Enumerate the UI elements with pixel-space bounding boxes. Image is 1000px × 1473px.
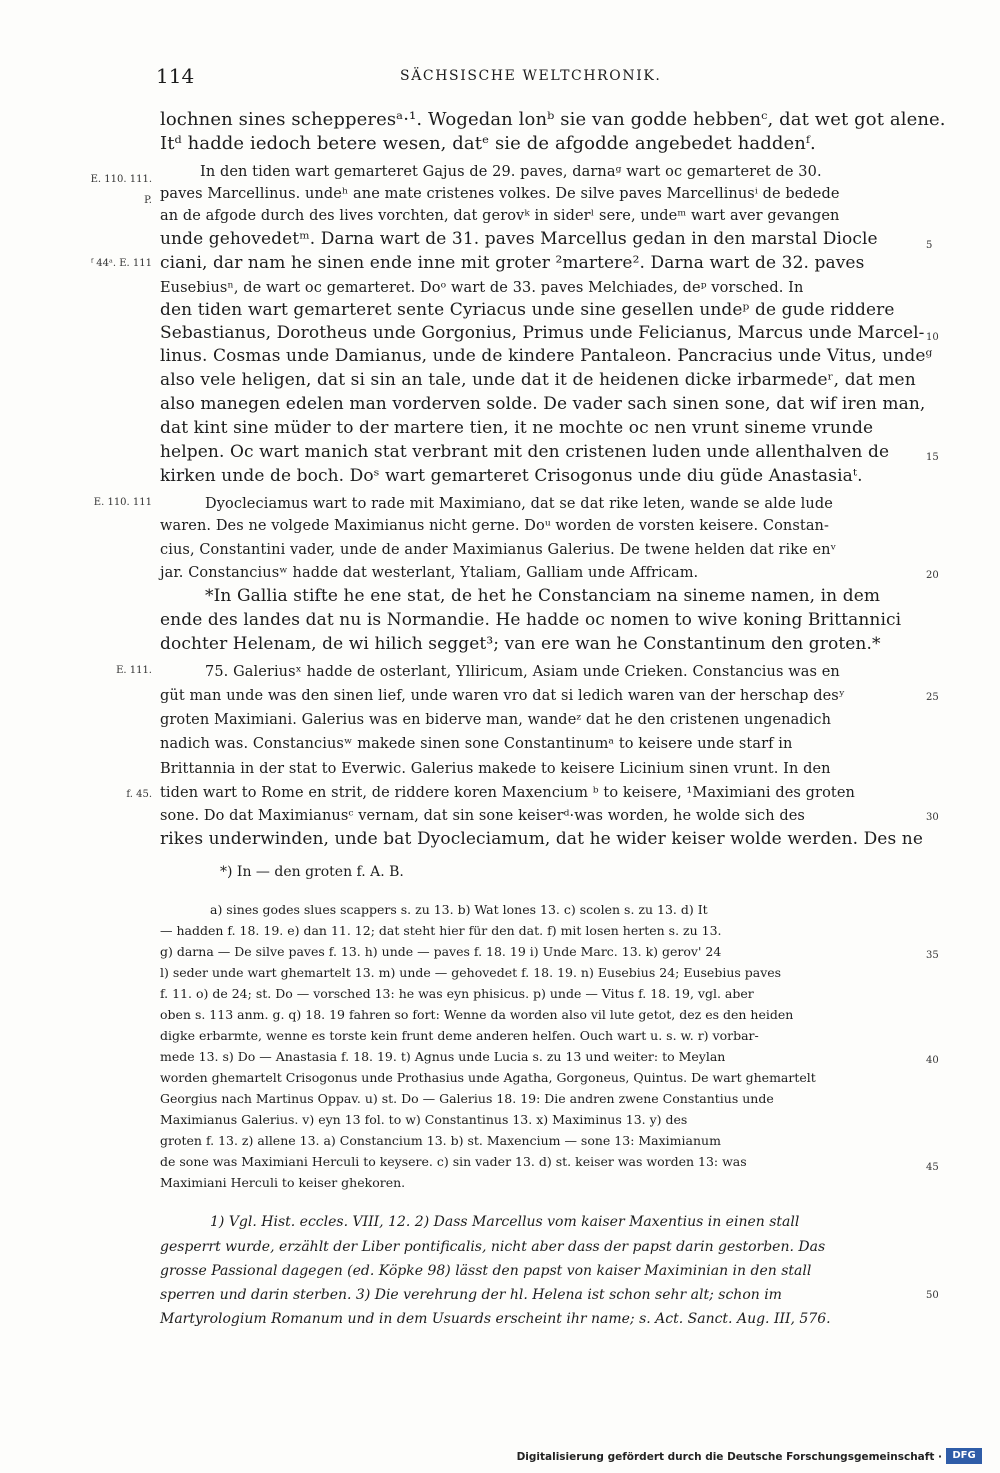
note-line: a) sines godes slues scappers s. zu 13. b) Wat lones 13. c) scolen s. zu 13. d) It <box>210 902 708 917</box>
dfg-logo: DFG <box>946 1448 982 1464</box>
margin-ref: E. 110. 111 <box>93 497 152 508</box>
text-line: also vele heligen, dat si sin an tale, unde dat it de heidenen dicke irbarmedeʳ, dat men <box>160 370 916 390</box>
text-line: paves Marcellinus. undeʰ ane mate cristenes volkes. De silve paves Marcellinusⁱ de bedede <box>160 186 840 202</box>
line-number: 15 <box>926 452 939 463</box>
margin-ref: E. 110. 111. <box>90 174 152 185</box>
text-line: 75. Galeriusˣ hadde de osterlant, Ylliricum, Asiam unde Crieken. Constancius was en <box>205 664 840 680</box>
text-line: ciani, dar nam he sinen ende inne mit groter ²martere². Darna wart de 32. paves <box>160 253 865 273</box>
line-number: 30 <box>926 812 939 823</box>
text-line: also manegen edelen man vorderven solde. De vader sach sinen sone, dat wif iren man, <box>160 394 926 414</box>
text-line: sone. Do dat Maximianusᶜ vernam, dat sin sone keiserᵈ·was worden, he wolde sich des <box>160 808 805 824</box>
text-line: ende des landes dat nu is Normandie. He hadde oc nomen to wive koning Brittannici <box>160 610 902 630</box>
text-line: tiden wart to Rome en strit, de riddere koren Maxencium ᵇ to keisere, ¹Maximiani des groten <box>160 785 855 801</box>
note-line: mede 13. s) Do — Anastasia f. 18. 19. t) Agnus unde Lucia s. zu 13 und weiter: to Meylan <box>160 1049 726 1064</box>
text-line: Dyocleciamus wart to rade mit Maximiano, dat se dat rike leten, wande se alde lude <box>205 496 833 512</box>
note-line: Georgius nach Martinus Oppav. u) st. Do — Galerius 18. 19: Die andren zwene Constantius unde <box>160 1091 774 1106</box>
line-number: 20 <box>926 570 939 581</box>
line-number: 5 <box>926 240 933 251</box>
note-line: l) seder unde wart ghemartelt 13. m) unde — gehovedet f. 18. 19. n) Eusebius 24; Eusebius paves <box>160 965 782 980</box>
dfg-credit: Digitalisierung gefördert durch die Deutsche Forschungsgemeinschaft · <box>516 1451 942 1463</box>
text-line: an de afgode durch des lives vorchten, dat gerovᵏ in siderˡ sere, undeᵐ wart aver gevangen <box>160 208 840 224</box>
source-note-line: gesperrt wurde, erzählt der Liber pontificalis, nicht aber dass der papst darin gestorben. Das <box>160 1239 826 1255</box>
note-line: de sone was Maximiani Herculi to keysere. c) sin vader 13. d) st. keiser was worden 13: was <box>160 1154 747 1169</box>
note-line: worden ghemartelt Crisogonus unde Prothasius unde Agatha, Gorgoneus, Quintus. De wart ghemartelt <box>160 1070 816 1085</box>
line-number: 25 <box>926 692 939 703</box>
margin-ref: E. 111. <box>116 665 152 676</box>
text-line: jar. Constanciusʷ hadde dat westerlant, Ytaliam, Galliam unde Affricam. <box>160 565 699 581</box>
text-line: güt man unde was den sinen lief, unde waren vro dat si ledich waren van der herschap desʸ <box>160 688 846 704</box>
note-line: digke erbarmte, wenne es torste kein frunt deme anderen helfen. Ouch wart u. s. w. r) vorbar- <box>160 1028 759 1043</box>
line-number: 35 <box>926 950 939 961</box>
text-line: kirken unde de boch. Doˢ wart gemarteret Crisogonus unde diu güde Anastasiaᵗ. <box>160 466 863 486</box>
text-line: cius, Constantini vader, unde de ander Maximianus Galerius. De twene helden dat rike enᵛ <box>160 542 837 558</box>
margin-ref: ᶠ 44ᵃ. E. 111 <box>90 258 152 269</box>
star-note: *) In — den groten f. A. B. <box>220 864 404 880</box>
note-line: — hadden f. 18. 19. e) dan 11. 12; dat steht hier für den dat. f) mit losen herten s. zu 13. <box>160 923 722 938</box>
source-note-line: Martyrologium Romanum und in dem Usuards erscheint ihr name; s. Act. Sanct. Aug. III, 576. <box>160 1311 831 1327</box>
source-note-line: 1) Vgl. Hist. eccles. VIII, 12. 2) Dass Marcellus vom kaiser Maxentius in einen stall <box>210 1214 800 1230</box>
line-number: 45 <box>926 1162 939 1173</box>
source-note-line: grosse Passional dagegen (ed. Köpke 98) lässt den papst von kaiser Maximinian in den stall <box>160 1263 812 1279</box>
page-number: 114 <box>156 64 195 88</box>
line-number: 40 <box>926 1055 939 1066</box>
text-line: rikes underwinden, unde bat Dyocleciamum, dat he wider keiser wolde werden. Des ne <box>160 829 924 849</box>
text-line: nadich was. Constanciusʷ makede sinen sone Constantinumᵃ to keisere unde starf in <box>160 736 793 752</box>
running-title: SÄCHSISCHE WELTCHRONIK. <box>400 68 662 84</box>
line-number: 10 <box>926 332 939 343</box>
source-note-line: sperren und darin sterben. 3) Die verehrung der hl. Helena ist schon sehr alt; schon im <box>160 1287 782 1303</box>
note-line: Maximiani Herculi to keiser ghekoren. <box>160 1175 406 1190</box>
note-line: g) darna — De silve paves f. 13. h) unde — paves f. 18. 19 i) Unde Marc. 13. k) gerov' 24 <box>160 944 722 959</box>
margin-ref: P. <box>144 195 152 206</box>
note-line: f. 11. o) de 24; st. Do — vorsched 13: he was eyn phisicus. p) unde — Vitus f. 18. 19, vgl. aber <box>160 986 754 1001</box>
text-line: Itᵈ hadde iedoch betere wesen, datᵉ sie de afgodde angebedet haddenᶠ. <box>160 133 816 154</box>
note-line: Maximianus Galerius. v) eyn 13 fol. to w) Constantinus 13. x) Maximinus 13. y) des <box>160 1112 688 1127</box>
text-line: linus. Cosmas unde Damianus, unde de kindere Pantaleon. Pancracius unde Vitus, undeᵍ <box>160 346 933 366</box>
text-line: In den tiden wart gemarteret Gajus de 29. paves, darnaᵍ wart oc gemarteret de 30. <box>200 164 822 180</box>
line-number: 50 <box>926 1290 939 1301</box>
text-line: dat kint sine müder to der martere tien, it ne mochte oc nen vrunt sineme vrunde <box>160 418 874 438</box>
text-line: helpen. Oc wart manich stat verbrant mit den cristenen luden unde allenthalven de <box>160 442 890 462</box>
note-line: oben s. 113 anm. g. q) 18. 19 fahren so fort: Wenne da worden also vil lute getot, dez es den heiden <box>160 1007 794 1022</box>
text-line: Brittannia in der stat to Everwic. Galerius makede to keisere Licinium sinen vrunt. In den <box>160 761 831 777</box>
note-line: groten f. 13. z) allene 13. a) Constancium 13. b) st. Maxencium — sone 13: Maximianum <box>160 1133 721 1148</box>
text-line: groten Maximiani. Galerius was en biderve man, wandeᶻ dat he den cristenen ungenadich <box>160 712 832 728</box>
text-line: den tiden wart gemarteret sente Cyriacus unde sine gesellen undeᵖ de gude riddere <box>160 300 895 320</box>
text-line: Eusebiusⁿ, de wart oc gemarteret. Doᵒ wart de 33. paves Melchiades, deᵖ vorsched. In <box>160 280 804 296</box>
text-line: *In Gallia stifte he ene stat, de het he Constanciam na sineme namen, in dem <box>205 586 881 606</box>
margin-ref: f. 45. <box>126 789 152 800</box>
text-line: unde gehovedetᵐ. Darna wart de 31. paves Marcellus gedan in den marstal Diocle <box>160 229 878 249</box>
text-line: dochter Helenam, de wi hilich segget³; van ere wan he Constantinum den groten.* <box>160 634 881 654</box>
text-line: Sebastianus, Dorotheus unde Gorgonius, Primus unde Felicianus, Marcus unde Marcel- <box>160 323 925 343</box>
text-line: waren. Des ne volgede Maximianus nicht gerne. Doᵘ worden de vorsten keisere. Constan- <box>160 518 829 534</box>
text-line: lochnen sines schepperesᵃ·¹. Wogedan lonᵇ sie van godde hebbenᶜ, dat wet got alene. <box>160 109 946 130</box>
